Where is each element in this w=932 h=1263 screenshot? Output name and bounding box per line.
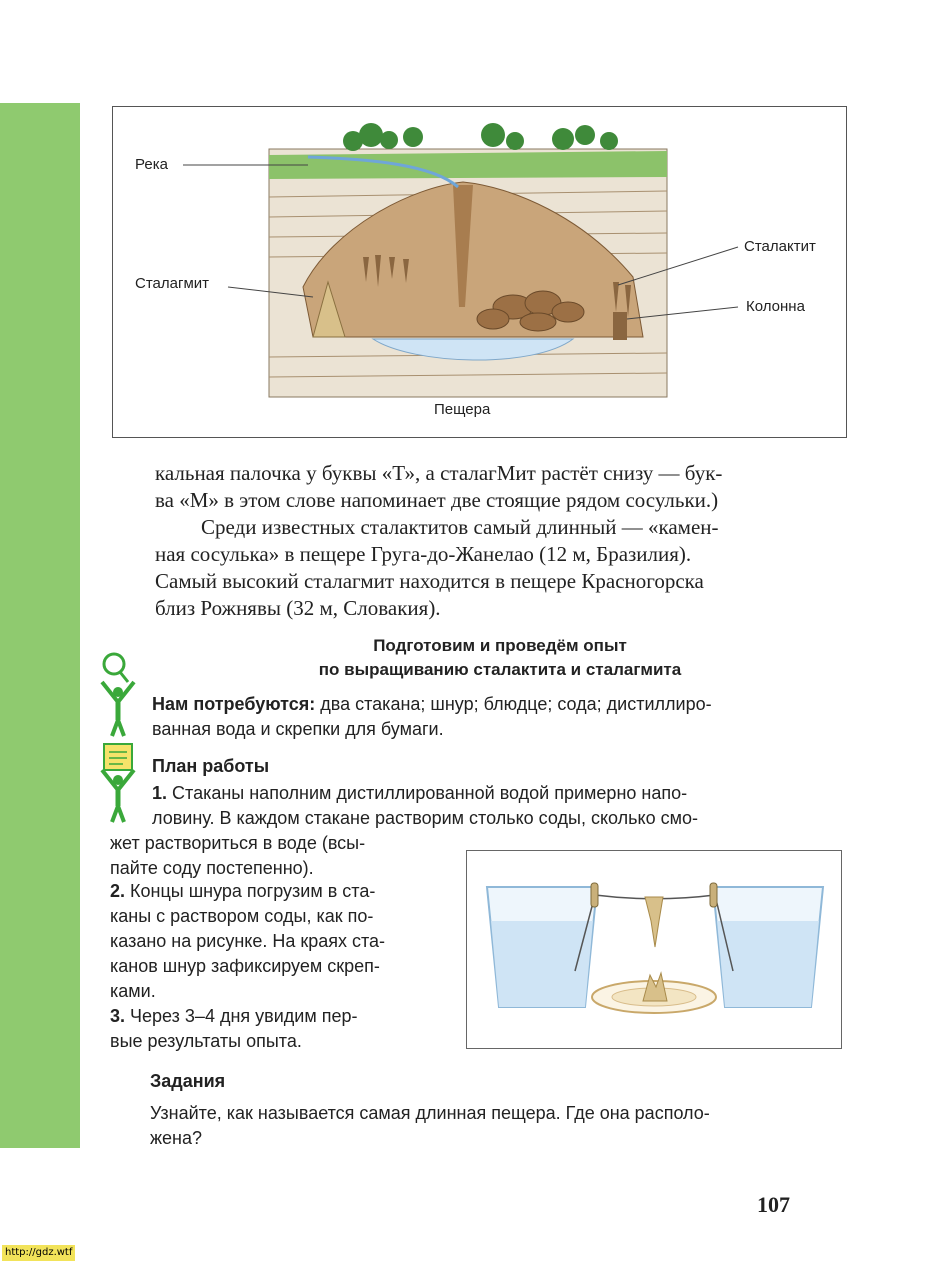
glasses-illustration xyxy=(467,851,841,1048)
text-line: Самый высокий сталагмит находится в пещере Красногорска xyxy=(155,569,704,593)
materials-text: ванная вода и скрепки для бумаги. xyxy=(152,719,444,739)
heading-line: Подготовим и проведём опыт xyxy=(373,636,627,655)
label-river: Река xyxy=(135,156,168,173)
materials xyxy=(152,692,852,742)
text-line: Среди известных сталактитов самый длинный — «камен- xyxy=(201,515,719,539)
materials-text: два стакана; шнур; блюдце; сода; дистиллиро- xyxy=(320,694,712,714)
margin-strip xyxy=(0,103,80,1148)
step-text: жет раствориться в воде (всы- xyxy=(110,833,366,853)
task-line: жена? xyxy=(150,1128,203,1148)
experiment-heading xyxy=(150,634,850,682)
step-text: каны с раствором соды, как по- xyxy=(110,906,374,926)
step-text: казано на рисунке. На краях ста- xyxy=(110,931,386,951)
label-column: Колонна xyxy=(746,298,805,315)
step-text: пайте соду постепенно). xyxy=(110,858,314,878)
step-text: ловину. В каждом стакане растворим столько соды, сколько смо- xyxy=(152,808,698,828)
plan-title: План работы xyxy=(152,756,270,776)
step-3 xyxy=(110,1004,460,1054)
step-text: Стаканы наполним дистиллированной водой примерно напо- xyxy=(172,783,688,803)
text-line: близ Рожнявы (32 м, Словакия). xyxy=(155,596,441,620)
step-1 xyxy=(152,781,852,831)
step-number: 2. xyxy=(110,881,126,901)
text-line: ная сосулька» в пещере Груга-до-Жанелао (12 м, Бразилия). xyxy=(155,542,692,566)
heading-line: по выращиванию сталактита и сталагмита xyxy=(318,660,682,679)
cave-illustration xyxy=(113,107,846,437)
footer-url[interactable]: http://gdz.wtf xyxy=(2,1245,75,1261)
step-2 xyxy=(110,879,460,1004)
label-stalactite: Сталактит xyxy=(744,238,816,255)
cave-figure xyxy=(112,106,847,438)
text-line: кальная палочка у буквы «Т», а сталагМит растёт снизу — бук- xyxy=(155,461,723,485)
text-line: ва «М» в этом слове напоминает две стоящие рядом сосульки.) xyxy=(155,488,719,512)
experiment-figure xyxy=(466,850,842,1049)
step-text: ками. xyxy=(110,981,156,1001)
step-text: Через 3–4 дня увидим пер- xyxy=(130,1006,358,1026)
step-text: вые результаты опыта. xyxy=(110,1031,302,1051)
task-line: Узнайте, как называется самая длинная пещера. Где она располо- xyxy=(150,1103,710,1123)
figure-caption: Пещера xyxy=(434,401,491,418)
paragraph-1 xyxy=(155,460,845,622)
tasks-text xyxy=(150,1101,850,1151)
materials-label: Нам потребуются: xyxy=(152,694,316,714)
page-number: 107 xyxy=(757,1192,790,1217)
step-text: Концы шнура погрузим в ста- xyxy=(130,881,376,901)
tasks-title: Задания xyxy=(150,1071,226,1091)
step-text: канов шнур зафиксируем скреп- xyxy=(110,956,380,976)
step-number: 3. xyxy=(110,1006,126,1026)
clipboard-person-icon xyxy=(98,742,140,824)
magnifier-person-icon xyxy=(98,652,140,738)
step-number: 1. xyxy=(152,783,168,803)
label-stalagmite: Сталагмит xyxy=(135,275,210,292)
step-1-continued xyxy=(110,831,460,881)
